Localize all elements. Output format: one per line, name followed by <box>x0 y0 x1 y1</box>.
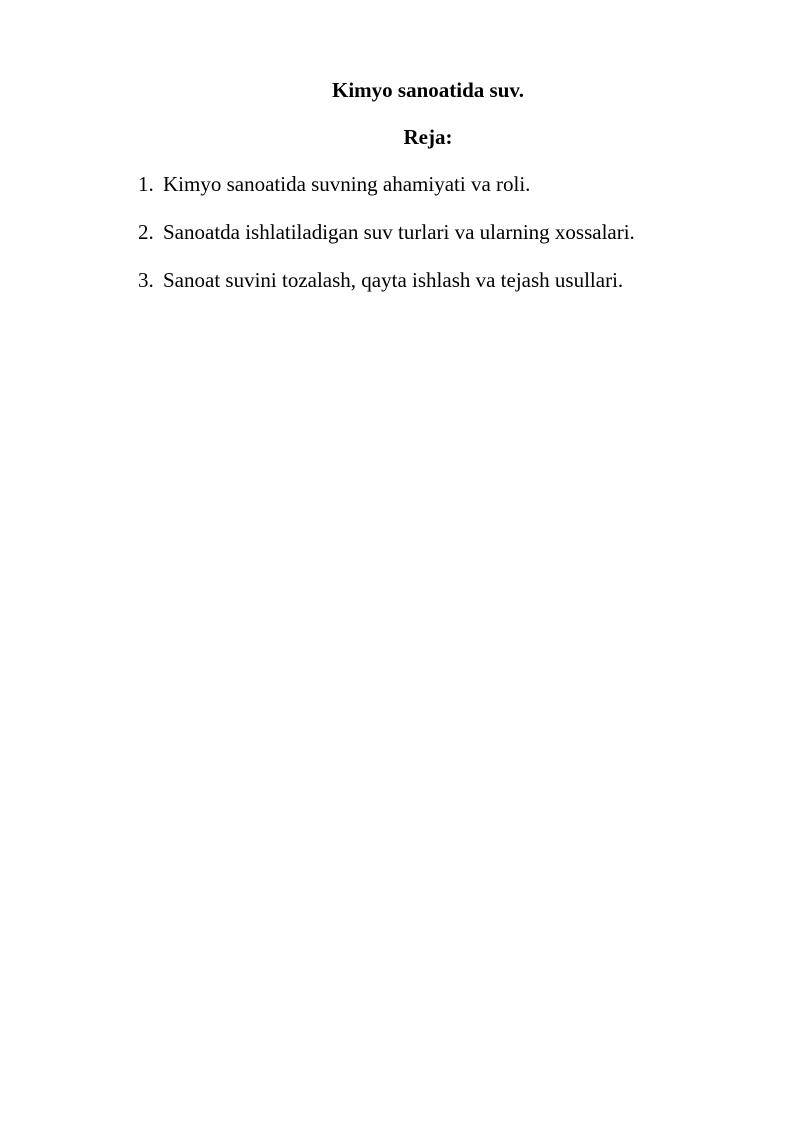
plan-item <box>138 170 635 198</box>
document-title: Kimyo sanoatida suv. <box>332 78 524 102</box>
plan-item <box>138 266 635 294</box>
plan-heading: Reja: <box>403 125 453 149</box>
plan-item-text: Kimyo sanoatida suvning ahamiyati va roli. <box>163 172 531 196</box>
plan-item-number: 2. <box>138 220 154 244</box>
plan-item-number: 1. <box>138 172 154 196</box>
plan-list <box>138 170 635 314</box>
plan-item <box>138 218 635 246</box>
plan-item-text: Sanoat suvini tozalash, qayta ishlash va tejash usullari. <box>163 268 624 292</box>
plan-item-text: Sanoatda ishlatiladigan suv turlari va ularning xossalari. <box>163 220 635 244</box>
plan-item-number: 3. <box>138 268 154 292</box>
